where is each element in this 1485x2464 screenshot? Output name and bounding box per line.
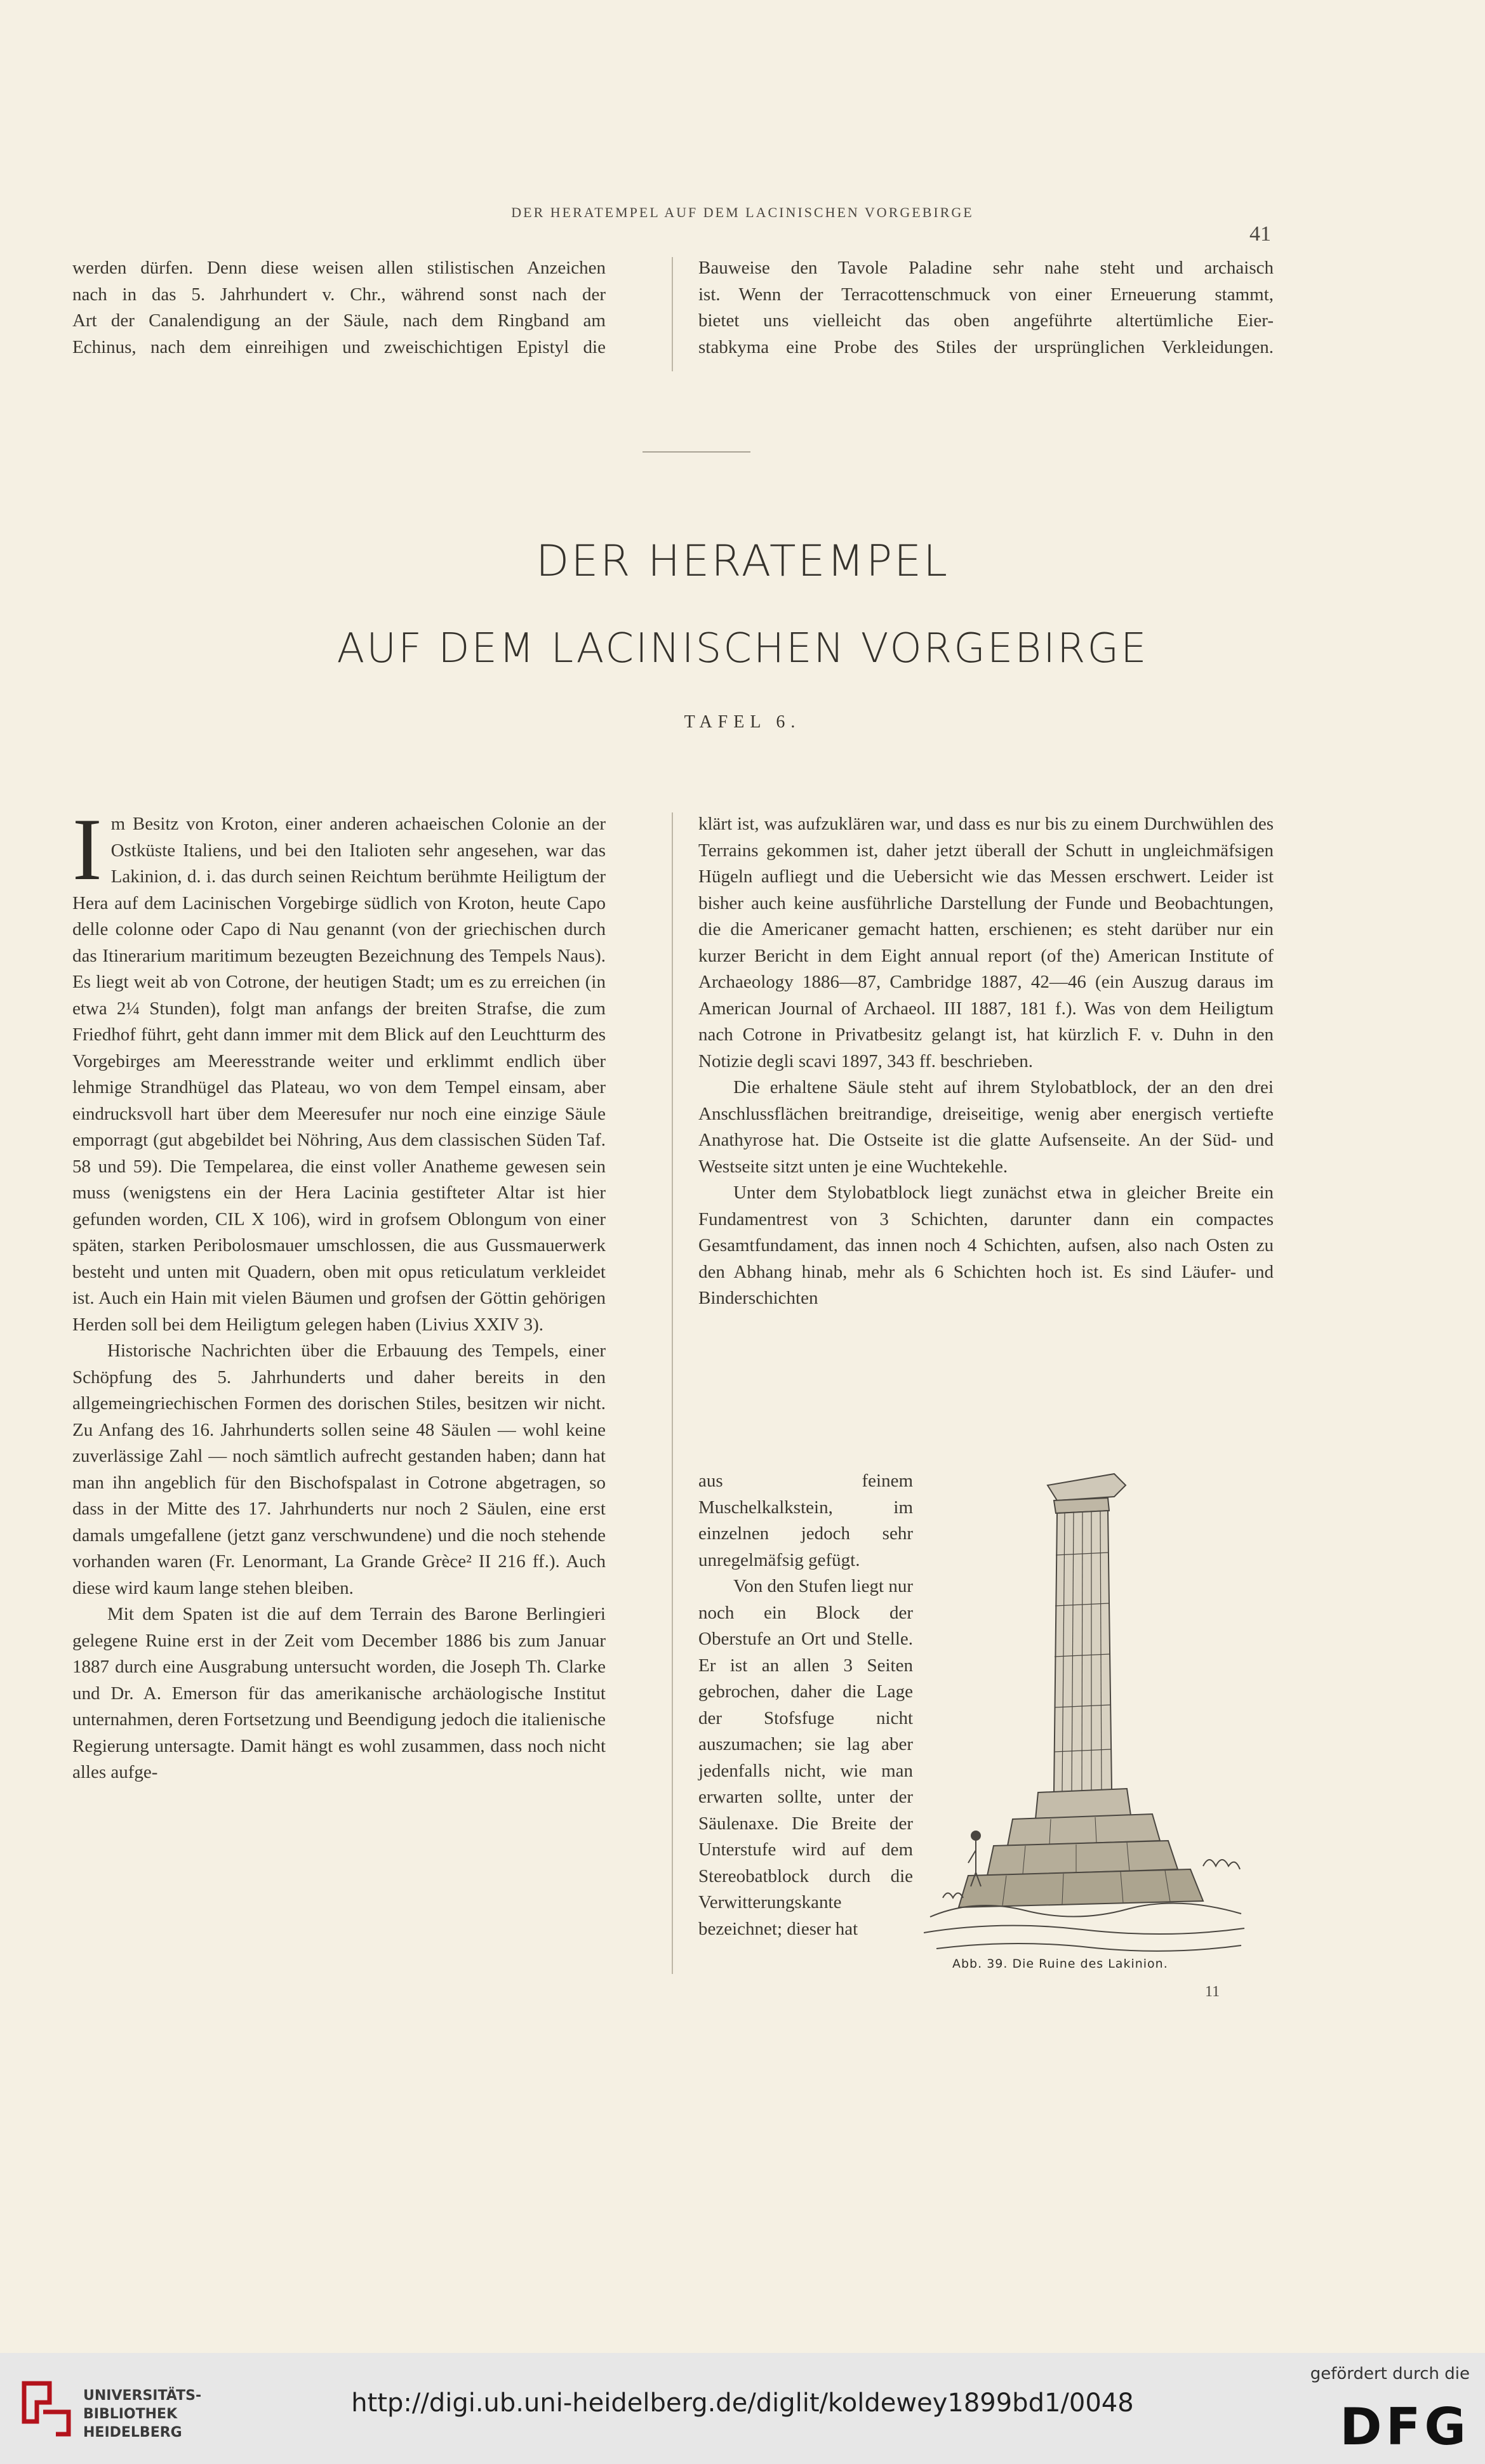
paragraph: aus feinem Muschelkalkstein, im einzelnen jedoch sehr unregelmäfsig gefügt. [698, 1471, 913, 1570]
paragraph-text: m Besitz von Kroton, einer anderen achaeischen Colonie an der Ostküste Italiens, und bei den Italioten sehr angesehen, war das Lakinion, d. i. das durch seinen Reichtum berühmte Heiligtum der Hera auf dem Lacinischen Vorgebirge südlich von Kroton, heute Capo delle colonne oder Capo di Nau genannt (von der griechischen durch das Itinerarium maritimum bezeugten Bezeichnung des Tempels Naus). Es liegt weit ab von Cotrone, der heutigen Stadt; um es zu erreichen (in etwa 2¼ Stunden), folgt man anfangs der breiten Strafse, die zum Friedhof führt, geht dann immer mit dem Blick auf den Leuchtturm des Vorgebirges am Meeresstrande weiter und erklimmt endlich über lehmige Strandhügel das Plateau, wo von dem Tempel einsam, aber eindrucksvoll hart über dem Meeresufer nur noch eine einzige Säule emporragt (gut abgebildet bei Nöhring, Aus dem classischen Süden Taf. 58 und 59). Die Tempelarea, die einst voller Anatheme gewesen sein muss (wenigstens ein der Hera Lacinia gestifteter Altar ist hier gefunden worden, CIL X 106), wird in grofsem Oblongum von einer späten, starken Peribolosmauer umschlossen, die aus Gussmauerwerk besteht und unten mit Quadern, oben mit opus reticulatum verkleidet ist. Auch ein Hain mit vielen Bäumen und grofsen der Göttin gehörigen Herden soll bei dem Heiligtum gelegen haben (Livius XXIV 3). [72, 814, 606, 1335]
paragraph: klärt ist, was aufzuklären war, und dass es nur bis zu einem Durchwühlen des Terrains gekommen ist, daher jetzt überall der Schutt in ungleichmäfsigen Hügeln aufliegt und die Uebersicht wie das Messen erschwert. Leider ist bisher auch keine ausführliche Darstellung der Funde und Beobachtungen, die die Americaner gemacht hatten, erschienen; es steht darüber nur ein kurzer Bericht in dem Eight annual report (of the) American Institute of Archaeology 1886—87, Cambridge 1887, 42—46 (ein Auszug daraus im American Journal of Archaeol. III 1887, 181 f.). Was von dem Heiligtum nach Cotrone in Privatbesitz gelangt ist, hat kürzlich F. v. Duhn in den Notizie degli scavi 1897, 343 ff. beschrieben. [698, 814, 1274, 1071]
plate-reference: TAFEL 6. [684, 712, 801, 732]
page-number: 41 [1249, 222, 1271, 246]
text-line: nach in das 5. Jahrhundert v. Chr., während sonst nach der [72, 284, 606, 305]
main-left-column [72, 800, 606, 1786]
permalink-url[interactable]: http://digi.ub.uni-heidelberg.de/diglit/koldewey1899bd1/0048 [351, 2388, 1134, 2418]
section-separator [643, 451, 750, 453]
text-line: stabkyma eine Probe des Stiles der ursprünglichen Verkleidungen. [698, 336, 1274, 357]
sheet-signature: 11 [1205, 1984, 1220, 2000]
narrow-column [698, 1468, 913, 1942]
column-divider [672, 257, 673, 371]
text-line: werden dürfen. Denn diese weisen allen stilistischen Anzeichen [72, 258, 606, 278]
paragraph: Die erhaltene Säule steht auf ihrem Stylobatblock, der an den drei Anschlussflächen breitrandige, dreiseitige, wenig aber energisch vertiefte Anathyrose hat. Die Ostseite ist die glatte Aufsenseite. An der Süd- und Westseite sitzt unten je eine Wuchtekehle. [698, 1077, 1274, 1177]
paragraph: Von den Stufen liegt nur noch ein Block der Oberstufe an Ort und Stelle. Er ist an allen 3 Seiten gebrochen, daher die Lage der Stofsfuge nicht auszumachen; sie lag aber jedenfalls nicht, wie man erwarten sollte, unter der Säulenaxe. Die Breite der Unterstufe wird auf dem Stereobatblock durch die Verwitterungskante bezeichnet; dieser hat [698, 1576, 913, 1939]
ruin-illustration [924, 1460, 1248, 1955]
text-line: Bauweise den Tavole Paladine sehr nahe steht und archaisch [698, 258, 1274, 278]
text-line: Echinus, nach dem einreihigen und zweischichtigen Epistyl die [72, 336, 606, 357]
column-divider [672, 812, 673, 1974]
figure-caption: Abb. 39. Die Ruine des Lakinion. [952, 1957, 1168, 1971]
running-title: DER HERATEMPEL AUF DEM LACINISCHEN VORGEBIRGE [511, 204, 974, 220]
top-left-column [72, 255, 606, 361]
paragraph: Historische Nachrichten über die Erbauung des Tempels, einer Schöpfung des 5. Jahrhunderts und daher bereits in den allgemeingriechischen Formen des dorischen Stiles, besitzen wir nicht. Zu Anfang des 16. Jahrhunderts sollen seine 48 Säulen — wohl keine zuverlässige Zahl — noch sämtlich aufrecht gestanden haben; dann hat man ihn angeblich für den Bischofspalast in Cotrone abgetragen, so dass in der Mitte des 17. Jahrhunderts nur noch 2 Säulen, eine erst damals umgefallene (jetzt ganz verschwundene) und die noch stehende vorhanden waren (Fr. Lenormant, La Grande Grèce² II 216 ff.). Auch diese wird kaum lange stehen bleiben. [72, 1341, 606, 1598]
top-right-column [698, 255, 1274, 361]
text-line: ist. Wenn der Terracottenschmuck von einer Erneuerung stammt, [698, 284, 1274, 305]
funding-text: gefördert durch die [1310, 2364, 1470, 2383]
paragraph [72, 800, 606, 1338]
paragraph: Unter dem Stylobatblock liegt zunächst etwa in gleicher Breite ein Fundamentrest von 3 Schichten, darunter dann ein compactes Gesamtfundament, das innen noch 4 Schichten, aufsen, also nach Osten zu den Abhang hinab, mehr als 6 Schichten hoch ist. Es sind Läufer- und Binderschichten [698, 1182, 1274, 1308]
drop-cap: I [72, 800, 102, 899]
library-name-line: BIBLIOTHEK [83, 2406, 178, 2422]
text-line: Art der Canalendigung an der Säule, nach dem Ringband am [72, 310, 606, 331]
footer-bar [0, 2353, 1485, 2464]
main-right-column [698, 811, 1274, 1312]
dfg-logo: DFG [1340, 2397, 1470, 2456]
text-line: bietet uns vielleicht das oben angeführte altertümliche Eier- [698, 310, 1274, 331]
article-title-line1: DER HERATEMPEL [535, 536, 950, 586]
article-title-line2: AUF DEM LACINISCHEN VORGEBIRGE [336, 625, 1149, 672]
library-name-line: HEIDELBERG [83, 2425, 182, 2441]
library-name-line: UNIVERSITÄTS- [83, 2388, 202, 2404]
paragraph: Mit dem Spaten ist die auf dem Terrain des Barone Berlingieri gelegene Ruine erst in der Zeit vom December 1886 bis zum Januar 1887 durch eine Ausgrabung untersucht worden, die Joseph Th. Clarke und Dr. A. Emerson für das amerikanische archäologische Institut unternahmen, deren Fortsetzung und Beendigung jedoch die italienische Regierung untersagte. Damit hängt es wohl zusammen, dass noch nicht alles aufge- [72, 1604, 606, 1782]
